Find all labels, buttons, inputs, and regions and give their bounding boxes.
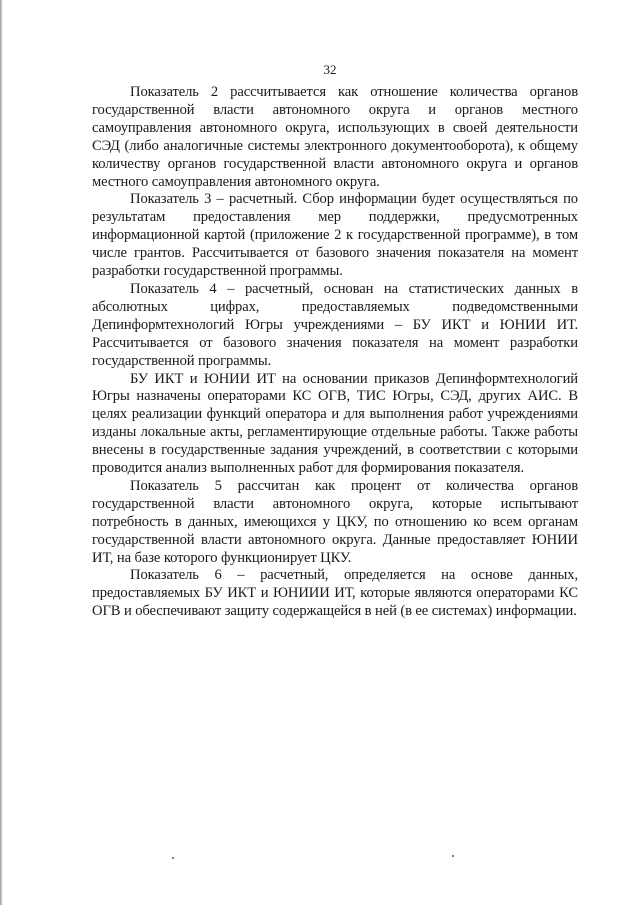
scan-specks (0, 855, 640, 865)
scan-speck (172, 857, 174, 859)
paragraph-indicator-2: Показатель 2 рассчитывается как отношение количества органов государственной власти автономного округа и органов местного самоуправления автономного округа, использующих в своей деятельности СЭД (либо аналогичные системы электронного документооборота), к общему количеству органов государственной власти автономного округа и органов местного самоуправления автономного округа. (92, 84, 578, 190)
paragraph-indicator-5: Показатель 5 рассчитан как процент от количества органов государственной власти автономного округа, которые испытывают потребность в данных, имеющихся у ЦКУ, по отношению ко всем органам государственной власти автономного округа. Данные предоставляет ЮНИИ ИТ, на базе которого функционирует ЦКУ. (92, 477, 578, 566)
paragraph-indicator-4: Показатель 4 – расчетный, основан на статистических данных в абсолютных цифрах, предоставляемых подведомственными Депинформтехнологий Югры учреждениями – БУ ИКТ и ЮНИИ ИТ. Рассчитывается от базового значения показателя на момент разработки государственной программы. (92, 280, 578, 369)
page-number: 32 (323, 62, 337, 77)
scan-edge (0, 0, 3, 905)
paragraph-indicator-6: Показатель 6 – расчетный, определяется на основе данных, предоставляемых БУ ИКТ и ЮНИИИ ИТ, которые являются операторами КС ОГВ и обеспечивают защиту содержащейся в ней (в ее системах) информации. (92, 567, 578, 620)
document-body (92, 84, 578, 621)
paragraph-operators: БУ ИКТ и ЮНИИ ИТ на основании приказов Депинформтехнологий Югры назначены операторами КС ОГВ, ТИС Югры, СЭД, других АИС. В целях реализации функций оператора и для выполнения работ учреждениями изданы локальные акты, регламентирующие отдельные работы. Также работы внесены в государственные задания учреждений, в соответствии с которыми проводится анализ выполненных работ для формирования показателя. (92, 370, 578, 477)
paragraph-indicator-3: Показатель 3 – расчетный. Сбор информации будет осуществляться по результатам предоставления мер поддержки, предусмотренных информационной картой (приложение 2 к государственной программе), в том числе грантов. Рассчитывается от базового значения показателя на момент разработки государственной программы. (92, 191, 578, 280)
scan-speck (452, 855, 454, 857)
